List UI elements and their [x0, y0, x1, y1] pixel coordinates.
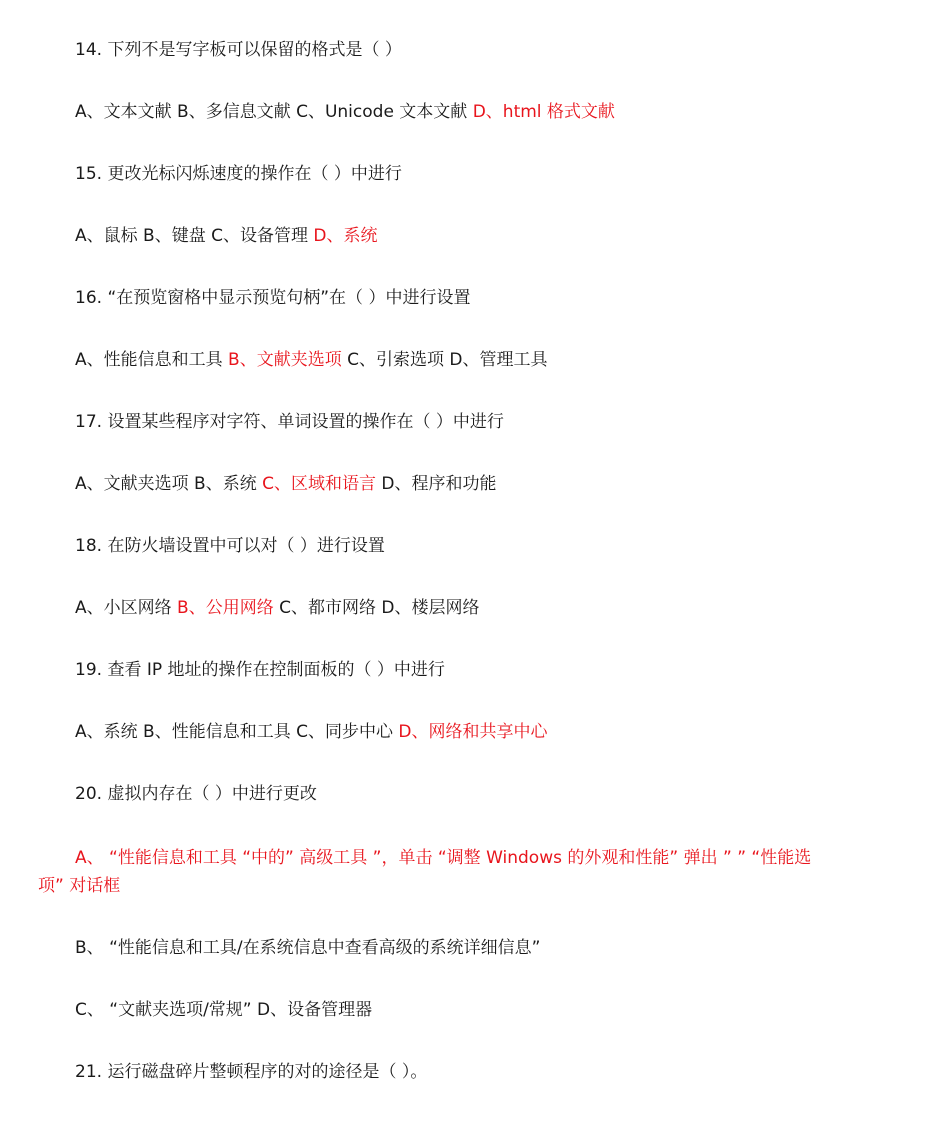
option-text-after: C、都市网络 D、楼层网络 — [273, 598, 480, 618]
answer-text: B、公用网络 — [177, 598, 274, 618]
answer-20-a-line1: A、 “性能信息和工具 “中的” 高级工具 ”，单击 “调整 Windows 的外观和性能” 弹出 ” ” “性能选 — [75, 848, 812, 868]
answer-text: D、系统 — [313, 226, 378, 246]
option-20-b: B、 “性能信息和工具/在系统信息中查看高级的系统详细信息” — [75, 938, 541, 958]
question-19: 19. 查看 IP 地址的操作在控制面板的（ ）中进行 — [75, 660, 445, 680]
options-17 — [75, 472, 496, 496]
question-16: 16. “在预览窗格中显示预览句柄”在（ ）中进行设置 — [75, 288, 471, 308]
question-17: 17. 设置某些程序对字符、单词设置的操作在（ ）中进行 — [75, 412, 504, 432]
options-16 — [75, 348, 548, 372]
option-text-after: C、引索选项 D、管理工具 — [341, 350, 548, 370]
option-text-after: D、程序和功能 — [375, 474, 497, 494]
options-14 — [75, 100, 615, 124]
options-19 — [75, 720, 547, 744]
option-text: A、文本文献 B、多信息文献 C、Unicode 文本文献 — [75, 102, 473, 122]
option-text: A、小区网络 — [75, 598, 178, 618]
question-15: 15. 更改光标闪烁速度的操作在（ ）中进行 — [75, 164, 402, 184]
question-21: 21. 运行磁盘碎片整顿程序的对的途径是（ ）。 — [75, 1062, 428, 1082]
question-18: 18. 在防火墙设置中可以对（ ）进行设置 — [75, 536, 385, 556]
answer-text: C、区域和语言 — [262, 474, 376, 494]
answer-text: D、html 格式文献 — [472, 102, 615, 122]
answer-20-a-line2: 项” 对话框 — [38, 876, 121, 896]
option-text: A、系统 B、性能信息和工具 C、同步中心 — [75, 722, 399, 742]
options-15 — [75, 224, 377, 248]
option-text: A、文献夹选项 B、系统 — [75, 474, 263, 494]
option-text: A、鼠标 B、键盘 C、设备管理 — [75, 226, 314, 246]
option-20-cd: C、 “文献夹选项/常规” D、设备管理器 — [75, 1000, 373, 1020]
question-14: 14. 下列不是写字板可以保留的格式是（ ） — [75, 40, 402, 60]
option-text: A、性能信息和工具 — [75, 350, 229, 370]
options-18 — [75, 596, 480, 620]
question-20: 20. 虚拟内存在（ ）中进行更改 — [75, 784, 317, 804]
answer-text: D、网络和共享中心 — [398, 722, 548, 742]
answer-text: B、文献夹选项 — [228, 350, 342, 370]
